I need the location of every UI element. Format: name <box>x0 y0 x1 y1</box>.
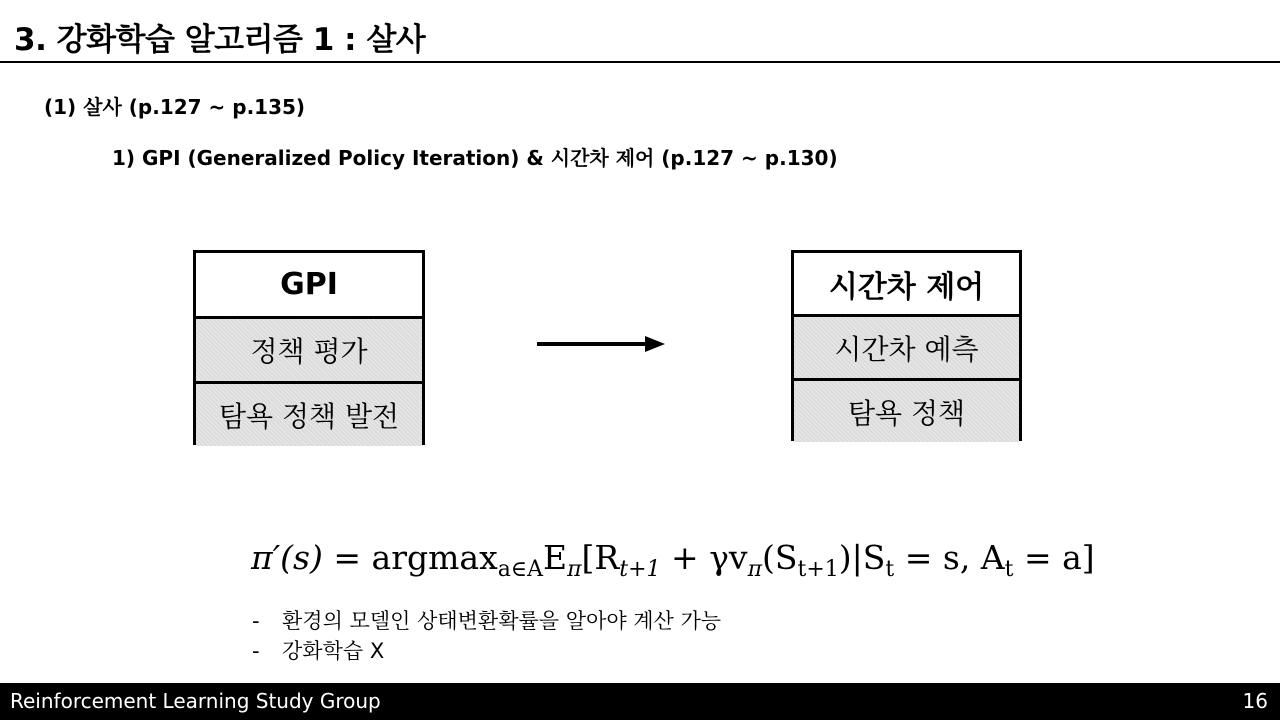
formula-next-state: (S <box>762 538 798 577</box>
policy-improvement-formula <box>251 538 1095 582</box>
list-item <box>252 606 721 636</box>
formula-argmax: argmax <box>371 538 498 577</box>
list-item <box>252 636 721 666</box>
td-control-box-row-greedy-policy: 탐욕 정책 <box>794 378 1019 442</box>
formula-condition-state: )|S <box>838 538 886 577</box>
formula-reward-sub: t+1 <box>619 557 661 582</box>
td-control-box-header: 시간차 제어 <box>794 253 1019 314</box>
footer-group-name: Reinforcement Learning Study Group <box>10 689 381 713</box>
section-heading: (1) 살사 (p.127 ~ p.135) <box>44 95 306 119</box>
formula-argmax-sub: a∈A <box>497 557 543 582</box>
bullet-marker: - <box>252 639 260 663</box>
bullet-marker: - <box>252 609 260 633</box>
formula-next-state-sub: t+1 <box>797 557 839 582</box>
formula-state-sub: t <box>885 557 895 582</box>
formula-equals: = <box>333 538 362 577</box>
formula-expectation-sub: π <box>567 557 582 582</box>
formula-lhs: π′(s) <box>251 538 323 577</box>
note-text: 강화학습 X <box>282 639 385 663</box>
note-text: 환경의 모델인 상태변환확률을 알아야 계산 가능 <box>282 609 722 633</box>
td-control-box-row-td-prediction: 시간차 예측 <box>794 314 1019 378</box>
formula-condition-action: = s, A <box>894 538 1005 577</box>
gpi-box-row-policy-evaluation: 정책 평가 <box>196 316 422 381</box>
gpi-box-row-greedy-improvement: 탐욕 정책 발전 <box>196 381 422 446</box>
td-control-box <box>791 250 1022 441</box>
gpi-box <box>193 250 425 445</box>
title-divider <box>0 61 1280 63</box>
gpi-box-header: GPI <box>196 253 422 316</box>
formula-expectation: E <box>542 538 568 577</box>
subsection-heading: 1) GPI (Generalized Policy Iteration) & 시간차 제어 (p.127 ~ p.130) <box>112 146 838 170</box>
footer-bar <box>0 683 1280 720</box>
page-number: 16 <box>1242 689 1268 713</box>
formula-action-sub: t <box>1004 557 1014 582</box>
formula-gamma-value: + γv <box>660 538 748 577</box>
right-arrow-icon <box>537 333 667 355</box>
formula-value-sub: π <box>747 557 763 582</box>
formula-condition-end: = a] <box>1013 538 1095 577</box>
slide-title: 3. 강화학습 알고리즘 1 : 살사 <box>14 22 426 58</box>
notes-list <box>252 606 721 666</box>
formula-reward: [R <box>581 538 620 577</box>
